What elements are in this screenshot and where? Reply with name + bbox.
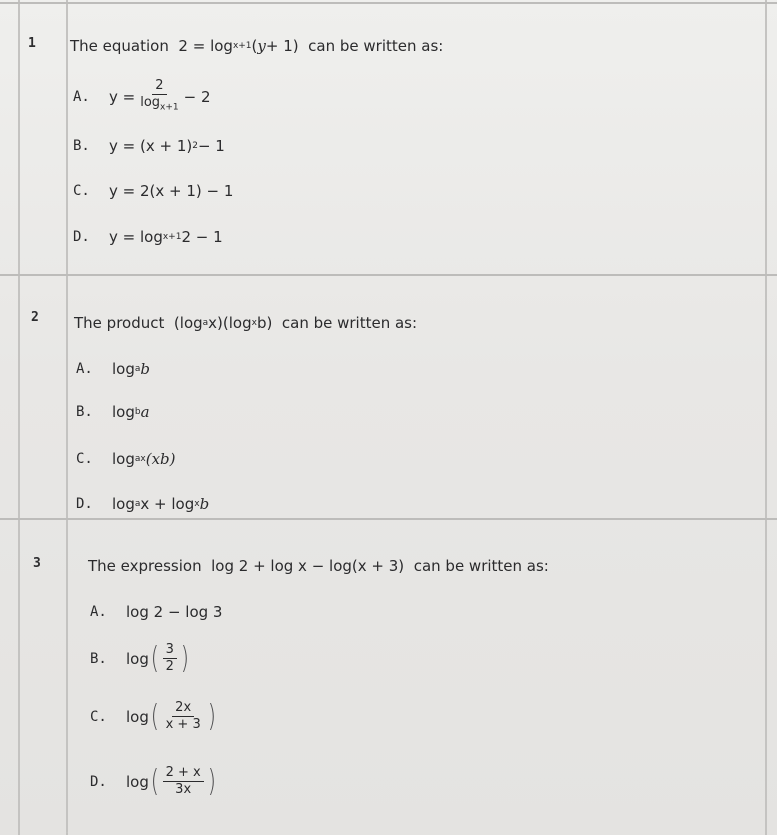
option-a[interactable]: A. log 2 − log 3 [90,603,223,621]
row-divider [0,2,777,4]
option-c[interactable]: C. log ( $\frac{2x}{x + 3}$ ) [90,698,216,734]
question-number: 1 [28,36,36,51]
column-divider [66,0,68,835]
question-stem: The equation 2 = log x+1 ( y + 1) can be written as: [70,37,444,55]
option-d[interactable]: D. log ( $\frac{2 + x}{3x}$ ) [90,763,216,799]
question-number: 3 [33,556,41,571]
question-stem: The expression log 2 + log x − log(x + 3) can be written as: [88,557,549,575]
option-d[interactable]: D. log a x + log x b [76,495,210,513]
option-b[interactable]: B. log ( $\frac{3}{2}$ ) [90,640,189,676]
option-d[interactable]: D. y = log x+1 2 − 1 [73,228,223,246]
option-a[interactable]: A. y = $\frac{2}{\log_{x+1}}$ − 2 [73,78,211,113]
column-divider [18,0,20,835]
option-c[interactable]: C. log ax (xb) [76,450,176,468]
stem-equation: log 2 + log x − log(x + 3) [211,557,405,575]
text-transcript: The equation 2 = log_{x+1}(y + 1) can be written as: y = 2 / log_{x+1} − 2 y = (x + 1)^2 − 1 y = 2(x + 1) − 1 y = log_{x+1} 2 − 1 The product (log_a x)(log_x b) can be written as: log_a b log_b a log_{ax}(xb) log_a x + log_x b The expression log 2 + log x − log(x + 3) can be written as: log 2 − log 3 log(3/2) log(2x/(x + 3)) log((2 + x)/3x) [0,832,346,833]
row-divider [0,518,777,520]
row-divider [0,274,777,276]
question-number: 2 [31,310,39,325]
column-divider [765,0,767,835]
stem-equation: 2 = log x+1 ( y + 1) [178,37,299,55]
stem-equation: (log a x)(log x b) [173,314,273,332]
question-stem: The product (log a x)(log x b) can be written as: [74,314,418,332]
option-b[interactable]: B. log b a [76,403,150,421]
option-a[interactable]: A. log a b [76,360,150,378]
option-c[interactable]: C. y = 2(x + 1) − 1 [73,182,234,200]
option-b[interactable]: B. y = (x + 1) 2 − 1 [73,137,225,155]
